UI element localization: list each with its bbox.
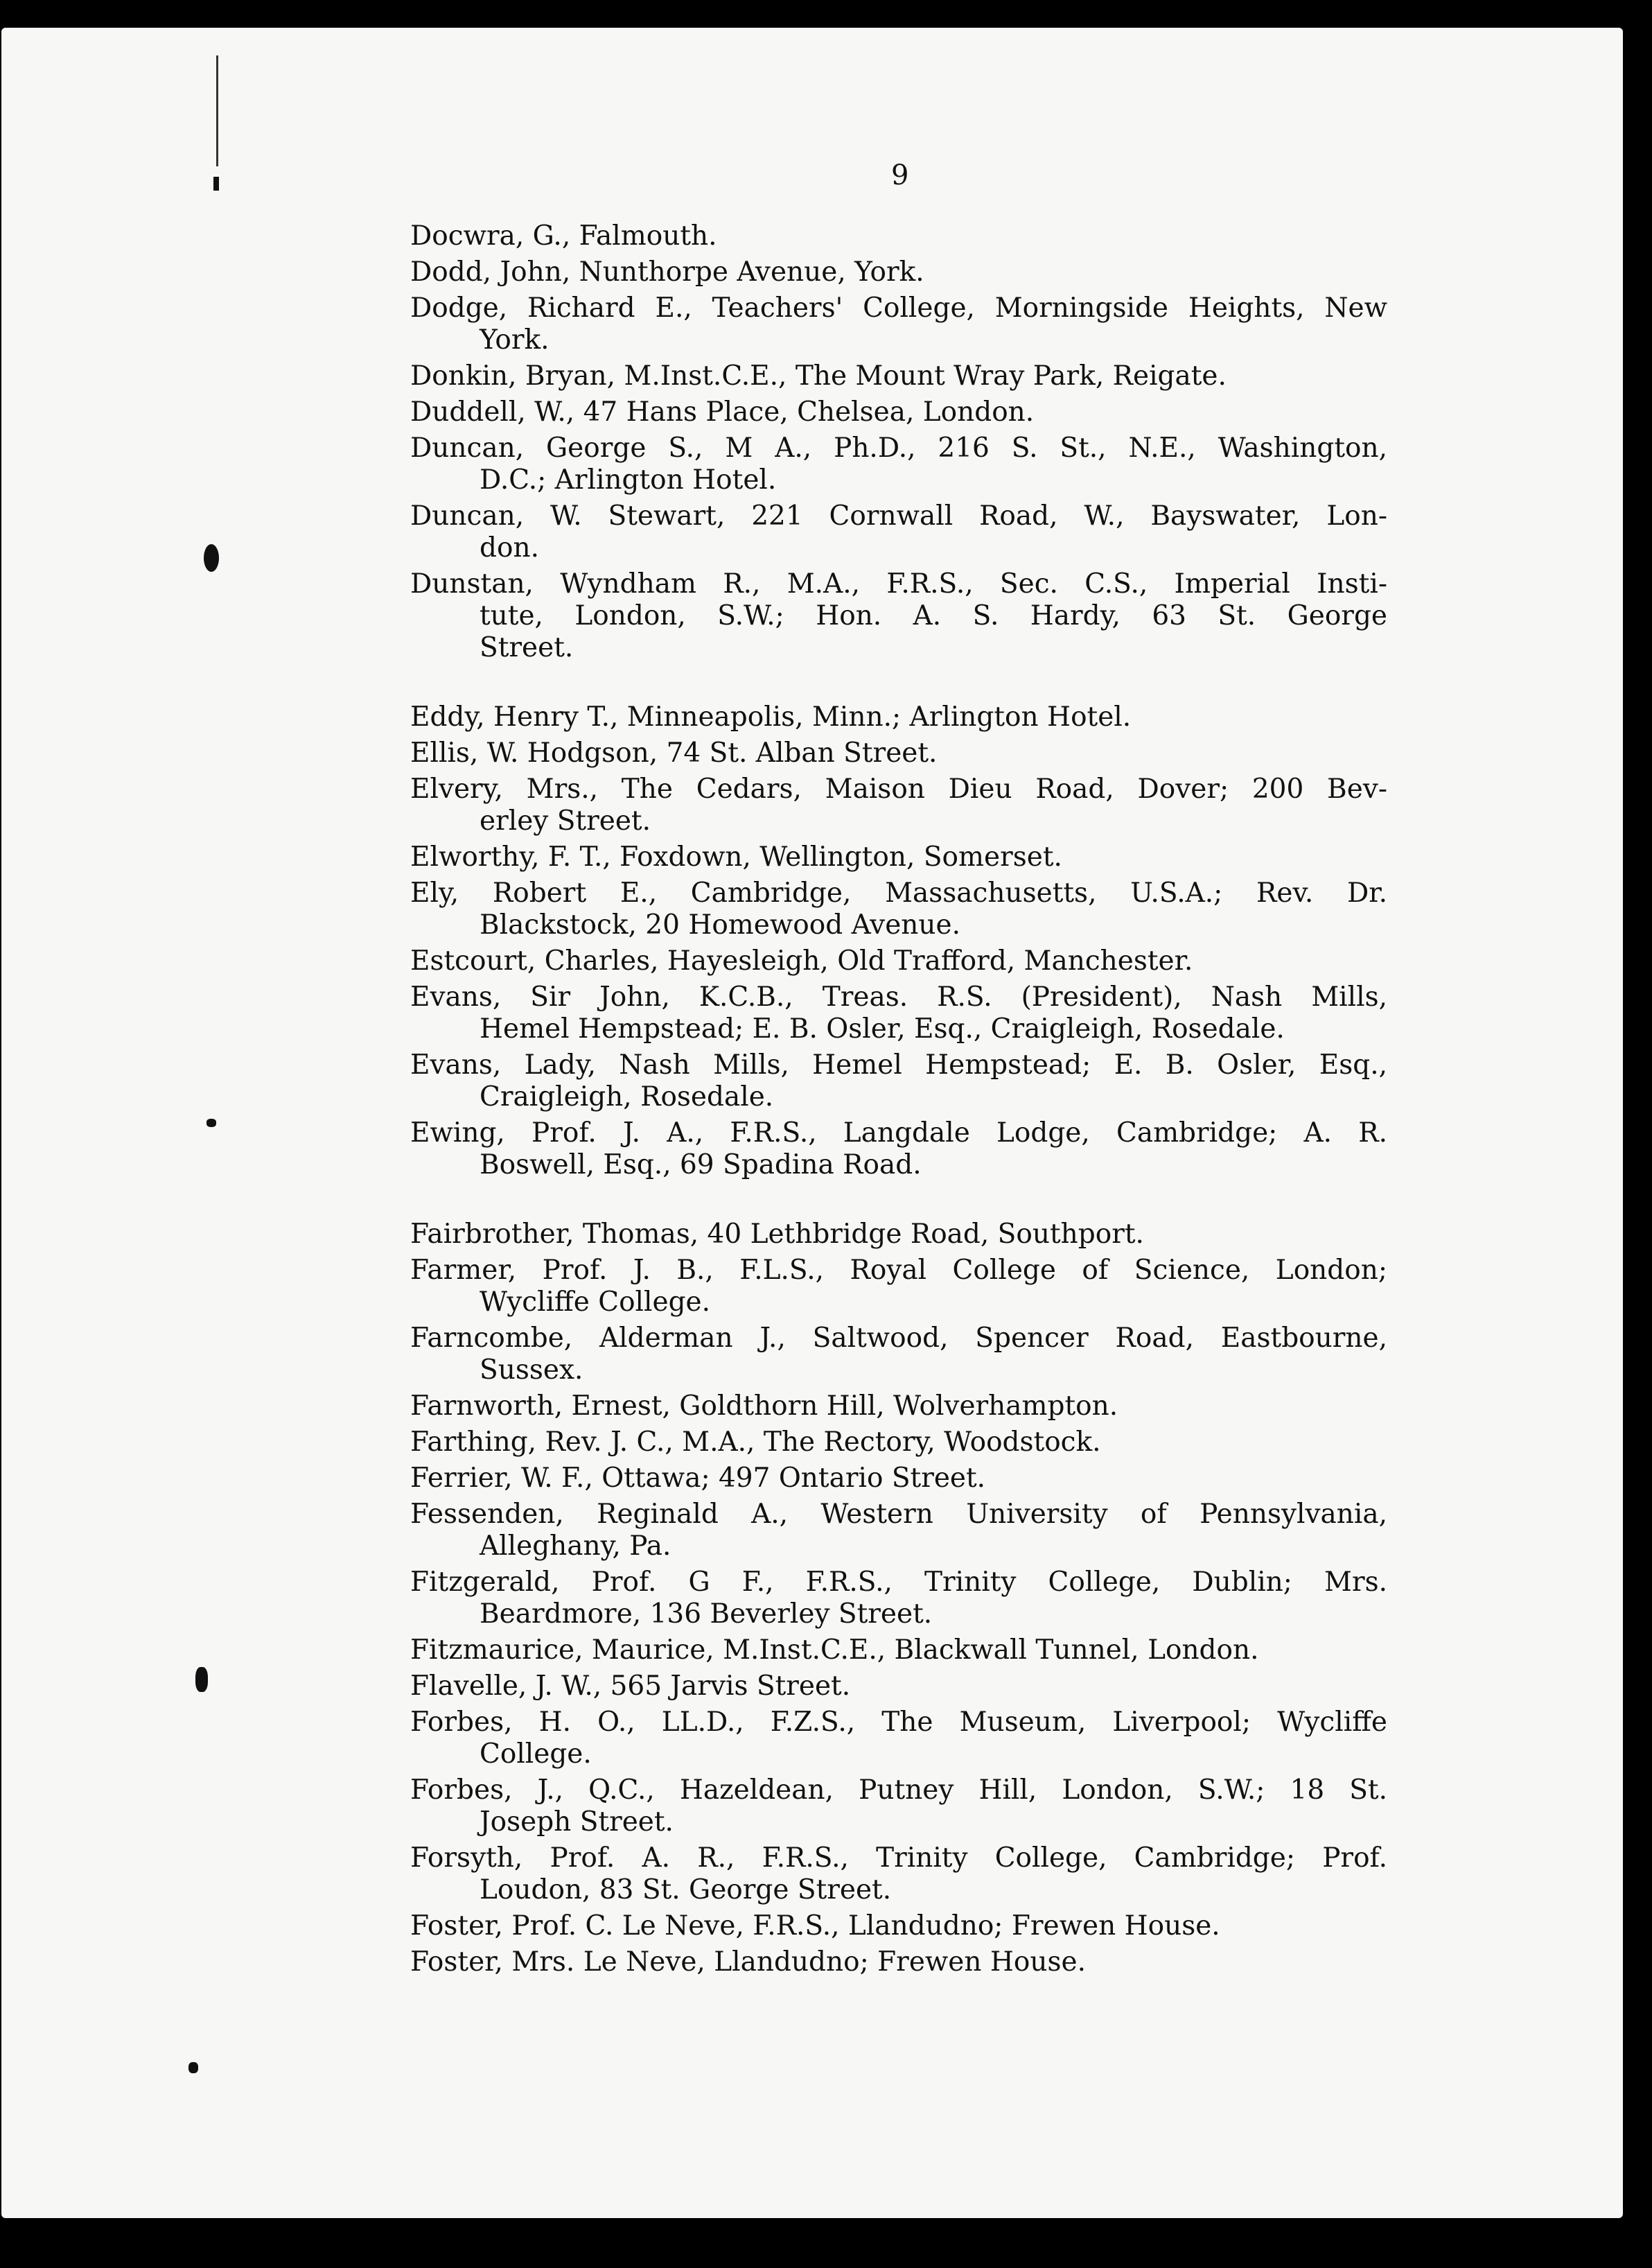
directory-entry <box>410 568 1387 664</box>
entry-continuation-line: Wycliffe College. <box>480 1286 711 1318</box>
member-directory <box>410 220 1387 1982</box>
entry-line: Forsyth, Prof. A. R., F.R.S., Trinity College, Cambridge; Prof. <box>410 1842 1387 1874</box>
entry-line: Foster, Prof. C. Le Neve, F.R.S., Llandudno; Frewen House. <box>410 1910 1220 1942</box>
entry-continuation-line: Alleghany, Pa. <box>480 1530 671 1562</box>
directory-entry <box>410 1774 1387 1838</box>
document-page <box>1 28 1623 2218</box>
entry-continuation-line: Loudon, 83 St. George Street. <box>480 1874 892 1905</box>
entry-line: Eddy, Henry T., Minneapolis, Minn.; Arlington Hotel. <box>410 701 1132 733</box>
entry-continuation-line: Craigleigh, Rosedale. <box>480 1081 774 1113</box>
directory-entry <box>410 256 1387 288</box>
directory-entry <box>410 1255 1387 1318</box>
entry-line: Evans, Sir John, K.C.B., Treas. R.S. (President), Nash Mills, <box>410 982 1387 1013</box>
entry-line: Ellis, W. Hodgson, 74 St. Alban Street. <box>410 738 938 769</box>
section-gap <box>410 668 1387 701</box>
directory-entry <box>410 500 1387 564</box>
entry-line: Duncan, George S., M A., Ph.D., 216 S. St., N.E., Washington, <box>410 433 1387 464</box>
entry-continuation-line: tute, London, S.W.; Hon. A. S. Hardy, 63 St. George <box>480 600 1387 631</box>
binding-mark <box>206 1119 216 1127</box>
directory-entry <box>410 1219 1387 1250</box>
entry-line: Donkin, Bryan, M.Inst.C.E., The Mount Wray Park, Reigate. <box>410 360 1227 392</box>
entry-continuation-line: don. <box>480 532 539 564</box>
entry-line: Duncan, W. Stewart, 221 Cornwall Road, W., Bayswater, Lon- <box>410 500 1387 532</box>
binding-mark <box>204 544 219 572</box>
entry-line: Flavelle, J. W., 565 Jarvis Street. <box>410 1671 851 1702</box>
entry-line: Farthing, Rev. J. C., M.A., The Rectory, Woodstock. <box>410 1427 1101 1458</box>
directory-entry <box>410 1049 1387 1113</box>
binding-mark <box>213 177 219 191</box>
directory-entry <box>410 293 1387 356</box>
entry-continuation-line: York. <box>480 324 550 356</box>
entry-line: Ferrier, W. F., Ottawa; 497 Ontario Street. <box>410 1463 986 1494</box>
entry-line: Duddell, W., 47 Hans Place, Chelsea, London. <box>410 396 1035 428</box>
entry-continuation-line: Sussex. <box>480 1354 583 1386</box>
entry-line: Docwra, G., Falmouth. <box>410 220 717 252</box>
directory-entry <box>410 1427 1387 1458</box>
entry-line: Dodge, Richard E., Teachers' College, Morningside Heights, New <box>410 293 1387 324</box>
directory-entry <box>410 1117 1387 1181</box>
entry-line: Farnworth, Ernest, Goldthorn Hill, Wolverhampton. <box>410 1390 1118 1422</box>
directory-entry <box>410 1390 1387 1422</box>
entry-continuation-line: Blackstock, 20 Homewood Avenue. <box>480 909 960 941</box>
entry-line: Farncombe, Alderman J., Saltwood, Spencer Road, Eastbourne, <box>410 1323 1387 1354</box>
directory-entry <box>410 360 1387 392</box>
entry-line: Elvery, Mrs., The Cedars, Maison Dieu Road, Dover; 200 Bev- <box>410 774 1387 805</box>
directory-entry <box>410 841 1387 873</box>
section-gap <box>410 1185 1387 1219</box>
entry-continuation-line: Boswell, Esq., 69 Spadina Road. <box>480 1149 922 1180</box>
directory-entry <box>410 1671 1387 1702</box>
entry-line: Fessenden, Reginald A., Western University of Pennsylvania, <box>410 1499 1387 1530</box>
directory-entry <box>410 982 1387 1045</box>
directory-entry <box>410 878 1387 941</box>
directory-entry <box>410 1946 1387 1978</box>
entry-line: Ely, Robert E., Cambridge, Massachusetts, U.S.A.; Rev. Dr. <box>410 878 1387 909</box>
entry-line: Dunstan, Wyndham R., M.A., F.R.S., Sec. C.S., Imperial Insti- <box>410 568 1387 600</box>
entry-line: Fitzgerald, Prof. G F., F.R.S., Trinity College, Dublin; Mrs. <box>410 1567 1387 1598</box>
entry-line: Elworthy, F. T., Foxdown, Wellington, Somerset. <box>410 841 1062 873</box>
entry-continuation-line: Beardmore, 136 Beverley Street. <box>480 1598 933 1630</box>
directory-entry <box>410 774 1387 837</box>
entry-line: Forbes, J., Q.C., Hazeldean, Putney Hill, London, S.W.; 18 St. <box>410 1774 1387 1806</box>
directory-entry <box>410 1567 1387 1630</box>
directory-entry <box>410 1463 1387 1494</box>
entry-line: Fitzmaurice, Maurice, M.Inst.C.E., Blackwall Tunnel, London. <box>410 1634 1259 1666</box>
directory-entry <box>410 1323 1387 1386</box>
directory-entry <box>410 1499 1387 1562</box>
gutter-line <box>216 55 218 166</box>
directory-entry <box>410 945 1387 977</box>
directory-entry <box>410 433 1387 496</box>
binding-mark <box>195 1667 208 1692</box>
entry-line: Dodd, John, Nunthorpe Avenue, York. <box>410 256 924 288</box>
entry-continuation-line: Hemel Hempstead; E. B. Osler, Esq., Craigleigh, Rosedale. <box>480 1013 1285 1045</box>
directory-entry <box>410 396 1387 428</box>
entry-line: Evans, Lady, Nash Mills, Hemel Hempstead; E. B. Osler, Esq., <box>410 1049 1387 1081</box>
entry-continuation-line: D.C.; Arlington Hotel. <box>480 464 777 496</box>
directory-entry <box>410 220 1387 252</box>
page-number: 9 <box>891 159 909 191</box>
directory-entry <box>410 1842 1387 1906</box>
directory-entry <box>410 1707 1387 1770</box>
entry-line: Fairbrother, Thomas, 40 Lethbridge Road, Southport. <box>410 1219 1144 1250</box>
entry-continuation-line: College. <box>480 1738 592 1770</box>
directory-entry <box>410 1910 1387 1942</box>
entry-continuation-line: Joseph Street. <box>480 1806 674 1838</box>
entry-line: Farmer, Prof. J. B., F.L.S., Royal College of Science, London; <box>410 1255 1387 1286</box>
directory-entry <box>410 701 1387 733</box>
entry-line: Foster, Mrs. Le Neve, Llandudno; Frewen House. <box>410 1946 1086 1978</box>
binding-mark <box>188 2062 198 2073</box>
entry-line: Ewing, Prof. J. A., F.R.S., Langdale Lodge, Cambridge; A. R. <box>410 1117 1387 1149</box>
directory-entry <box>410 738 1387 769</box>
entry-line: Estcourt, Charles, Hayesleigh, Old Trafford, Manchester. <box>410 945 1193 977</box>
entry-line: Forbes, H. O., LL.D., F.Z.S., The Museum, Liverpool; Wycliffe <box>410 1707 1387 1738</box>
entry-continuation-line: Street. <box>480 632 574 663</box>
entry-continuation-line: erley Street. <box>480 805 651 837</box>
directory-entry <box>410 1634 1387 1666</box>
